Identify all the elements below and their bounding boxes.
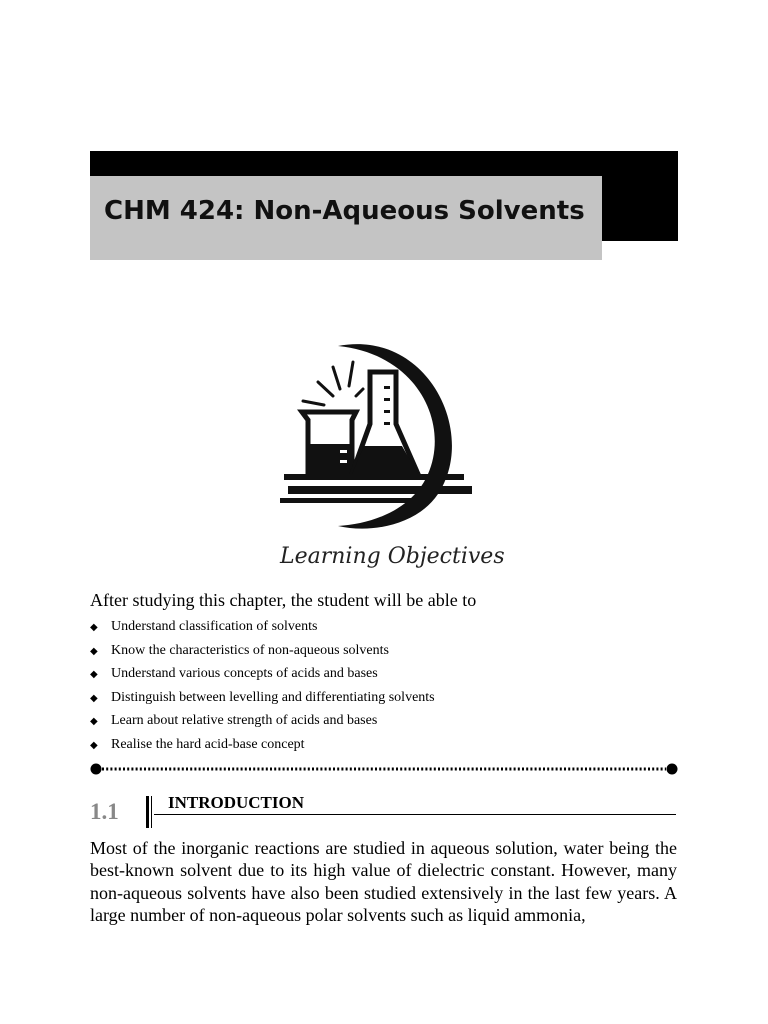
bullet-icon: ◆: [90, 739, 98, 751]
list-item: [90, 688, 435, 712]
bullet-icon: ◆: [90, 645, 98, 657]
objective-text: Realise the hard acid-base concept: [111, 736, 305, 752]
list-item: [90, 711, 435, 735]
section-rule: [154, 814, 676, 815]
objective-text: Distinguish between levelling and differentiating solvents: [111, 689, 435, 705]
section-body: Most of the inorganic reactions are studied in aqueous solution, water being the best-known solvent due to its high value of dielectric constant. However, many non-aqueous solvents have also been studied extensively in the last few years. A large number of non-aqueous polar solvents such as liquid ammonia,: [90, 838, 677, 925]
list-item: [90, 617, 435, 641]
laboratory-glassware-icon: [278, 334, 478, 539]
objective-text: Know the characteristics of non-aqueous solvents: [111, 642, 389, 658]
list-item: [90, 735, 435, 759]
objective-text: Understand classification of solvents: [111, 619, 318, 634]
list-item: [90, 664, 435, 688]
bullet-icon: ◆: [90, 622, 98, 633]
section-number: 1.1: [90, 799, 119, 824]
bullet-icon: ◆: [90, 692, 98, 704]
bullet-icon: ◆: [90, 669, 98, 681]
objectives-intro: After studying this chapter, the student will be able to: [90, 590, 477, 610]
section-marker-bar: [146, 796, 149, 828]
objective-text: Learn about relative strength of acids and bases: [111, 713, 378, 729]
learning-objectives-heading: Learning Objectives: [280, 544, 505, 569]
bullet-icon: ◆: [90, 716, 98, 728]
dotted-divider: [90, 762, 678, 776]
objective-text: Understand various concepts of acids and bases: [111, 666, 378, 682]
objectives-list: [90, 617, 435, 759]
section-title: INTRODUCTION: [168, 793, 305, 812]
chapter-title: CHM 424: Non-Aqueous Solvents: [104, 196, 585, 226]
section-marker-bar: [151, 796, 152, 828]
list-item: [90, 641, 435, 665]
